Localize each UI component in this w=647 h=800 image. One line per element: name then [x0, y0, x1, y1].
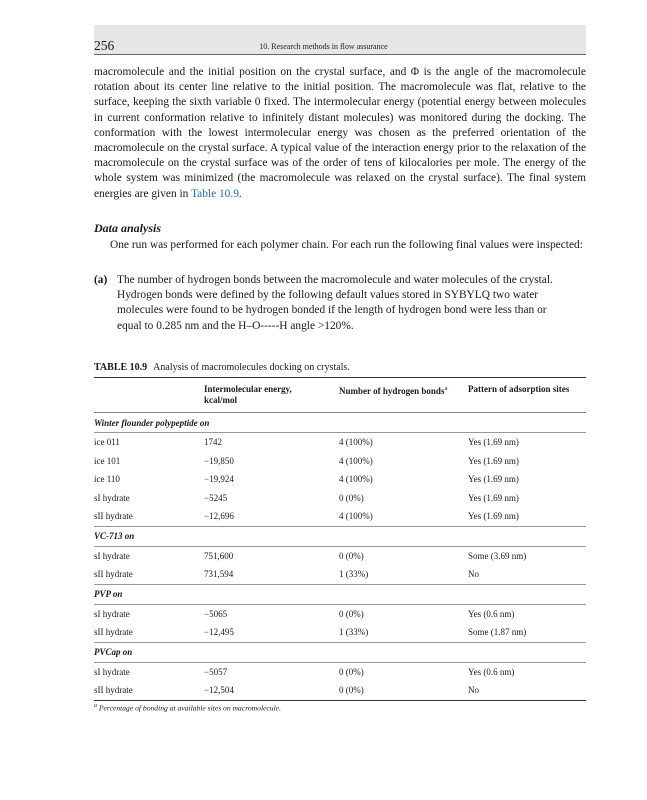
cell-pattern: Some (3.69 nm): [468, 550, 527, 561]
paragraph-1: [94, 65, 586, 202]
cell-energy: −12,504: [204, 681, 339, 700]
cell-hbonds: 0 (0%): [339, 492, 364, 503]
table-group-row: [94, 413, 586, 433]
cell-hbonds: 4 (100%): [339, 474, 373, 485]
table-row: [94, 546, 586, 565]
cell-pattern: Yes (1.69 nm): [468, 492, 519, 503]
paragraph-1-text: macromolecule and the initial position on the crystal surface, and Φ is the angle of the macromolecule rotation about its center line relative to the initial position. The macromolecule was flat, relative to the surface, keeping the sixth variable 0 fixed. The intermolecular energy (potential energy between molecules in current conformation relative to infinitely distant molecules) was monitored during the docking. The conformation with the lowest intermolecular energy was chosen as the preferred orientation of the macromolecule on the crystal surface. A typical value of the interaction energy prior to the relaxation of the macromolecule on the crystal surface was of the order of tens of kilocalories per mole. The energy of the whole system was minimized (the macromolecule was relaxed on the crystal surface). The final system energies are given in: [94, 66, 586, 200]
cell-energy: 751,600: [204, 550, 234, 561]
table-row: [94, 507, 586, 526]
cell-energy: −5057: [204, 666, 228, 677]
table-row: [94, 623, 586, 642]
cell-pattern: Yes (1.69 nm): [468, 455, 519, 466]
cell-energy: −5065: [204, 608, 228, 619]
cell-energy: 1742: [204, 437, 222, 448]
docking-table: [94, 377, 586, 701]
list-item-a: [94, 273, 586, 334]
cell-substrate: sI hydrate: [94, 550, 130, 561]
cell-pattern: No: [468, 569, 479, 580]
table-row: [94, 604, 586, 623]
table-header-row: [94, 378, 586, 413]
table-row: [94, 470, 586, 489]
paragraph-1-end: .: [238, 187, 242, 200]
group-title: PVP on: [94, 584, 586, 604]
cell-energy: −19,850: [204, 455, 234, 466]
cell-substrate: sII hydrate: [94, 569, 133, 580]
footnote-marker: a: [444, 386, 448, 392]
table-caption: [94, 362, 350, 373]
cell-substrate: ice 011: [94, 437, 120, 448]
cell-substrate: ice 110: [94, 474, 120, 485]
cell-substrate: sI hydrate: [94, 666, 130, 677]
table-caption-label: TABLE 10.9: [94, 362, 148, 373]
cell-hbonds: 4 (100%): [339, 511, 373, 522]
group-title: PVCap on: [94, 642, 586, 662]
cell-energy: 731,594: [204, 569, 234, 580]
cell-energy: −12,696: [204, 511, 234, 522]
cell-pattern: Yes (1.69 nm): [468, 474, 519, 485]
cell-hbonds: 1 (33%): [339, 627, 369, 638]
table-body: [94, 413, 586, 701]
cell-substrate: ice 101: [94, 455, 121, 466]
cell-substrate: sI hydrate: [94, 492, 130, 503]
footnote-text: Percentage of bonding at available sites on macromolecule.: [98, 703, 281, 713]
footnote-mark: a: [94, 703, 97, 709]
page-number: 256: [94, 38, 115, 53]
header-rule: [94, 54, 586, 55]
cell-pattern: Yes (1.69 nm): [468, 511, 519, 522]
table-10-9: [94, 377, 586, 701]
cell-hbonds: 0 (0%): [339, 550, 364, 561]
cell-hbonds: 1 (33%): [339, 569, 369, 580]
cell-pattern: Yes (1.69 nm): [468, 437, 519, 448]
group-title: VC-713 on: [94, 526, 586, 546]
cell-hbonds: 0 (0%): [339, 681, 468, 700]
table-row: [94, 681, 586, 700]
cell-hbonds: 4 (100%): [339, 455, 373, 466]
table-caption-text: Analysis of macromolecules docking on crystals.: [153, 362, 350, 373]
cell-energy: −19,924: [204, 474, 234, 485]
cell-pattern: Yes (0.6 nm): [468, 608, 515, 619]
table-group-row: [94, 642, 586, 662]
cell-substrate: sII hydrate: [94, 681, 204, 700]
cell-substrate: sI hydrate: [94, 608, 130, 619]
section-intro: One run was performed for each polymer chain. For each run the following final values were inspected:: [110, 239, 583, 251]
cell-energy: −5245: [204, 492, 228, 503]
table-group-row: [94, 584, 586, 604]
cell-substrate: sII hydrate: [94, 627, 133, 638]
cell-hbonds: 4 (100%): [339, 437, 373, 448]
table-row: [94, 662, 586, 681]
header-col-energy: Intermolecular energy, kcal/mol: [204, 378, 339, 413]
cell-substrate: sII hydrate: [94, 511, 133, 522]
header-col-hbonds: [339, 378, 468, 413]
table-row: [94, 452, 586, 471]
header-col-hbonds-text: Number of hydrogen bonds: [339, 386, 445, 396]
list-marker: (a): [94, 274, 108, 286]
section-heading-data-analysis: Data analysis: [94, 221, 162, 235]
cell-pattern: Yes (0.6 nm): [468, 666, 515, 677]
cell-hbonds: 0 (0%): [339, 608, 364, 619]
header-col-pattern: Pattern of adsorption sites: [468, 378, 586, 413]
table-row: [94, 565, 586, 584]
cell-pattern: Some (1.87 nm): [468, 627, 527, 638]
table-group-row: [94, 526, 586, 546]
cell-pattern: No: [468, 681, 586, 700]
header-col-0: [94, 378, 204, 413]
table-10-9-link[interactable]: Table 10.9: [191, 187, 239, 200]
group-title: Winter flounder polypeptide on: [94, 413, 586, 433]
cell-hbonds: 0 (0%): [339, 666, 364, 677]
cell-energy: −12,495: [204, 627, 234, 638]
table-footnote: [94, 703, 281, 713]
table-row: [94, 489, 586, 508]
running-head: 10. Research methods in flow assurance: [259, 42, 388, 51]
table-row: [94, 433, 586, 452]
list-item-text: The number of hydrogen bonds between the macromolecule and water molecules of the crystal. Hydrogen bonds were defined by the following default values stored in SYBYLQ two water molecules were found to be hydrogen bonded if the length of hydrogen bond were less than or equal to 0.285 nm and the H–O-----H angle >120%.: [117, 274, 553, 332]
